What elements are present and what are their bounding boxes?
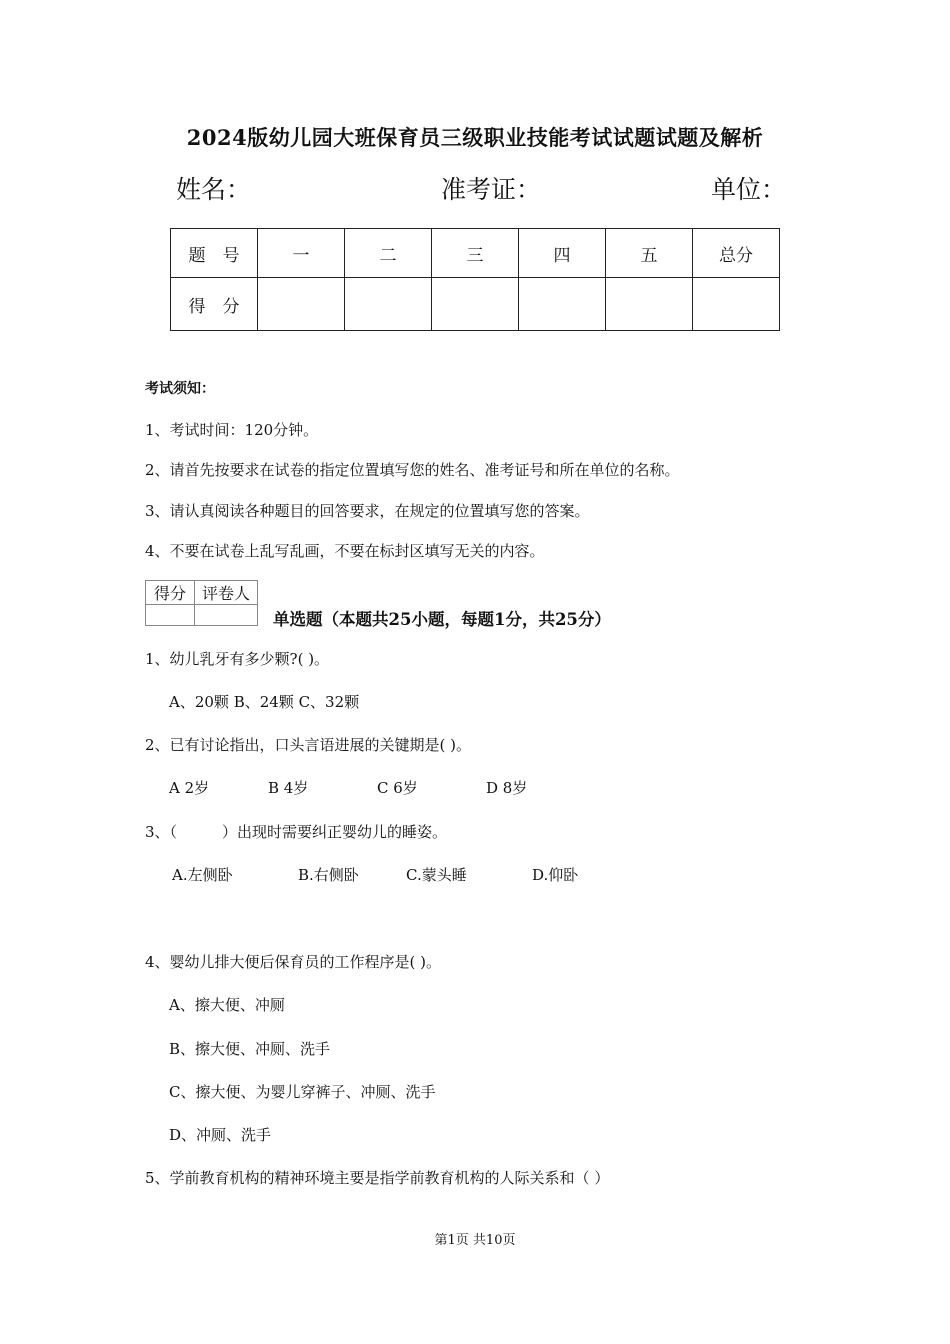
- unit-label: 单位：: [711, 175, 787, 204]
- grader-box-score-label: 得分: [146, 581, 195, 605]
- note-item: 4、不要在试卷上乱写乱画，不要在标封区填写无关的内容。: [145, 542, 545, 560]
- score-table-score-row: [171, 278, 780, 331]
- score-header-cell: 总分: [693, 229, 780, 278]
- name-label: 姓名：: [176, 175, 252, 204]
- question-2-option-c: C 6岁: [377, 779, 418, 797]
- score-table-header-row: [171, 229, 780, 278]
- note-item: 2、请首先按要求在试卷的指定位置填写您的姓名、准考证号和所在单位的名称。: [145, 461, 680, 479]
- question-2-option-d: D 8岁: [486, 779, 528, 797]
- notes-heading: 考试须知：: [145, 381, 215, 397]
- question-1-options: A、20颗 B、24颗 C、32颗: [169, 693, 360, 711]
- score-row-label: 得 分: [171, 278, 258, 331]
- question-3-option-a: A.左侧卧: [172, 866, 233, 884]
- question-4-option-a: A、擦大便、冲厕: [169, 996, 285, 1014]
- score-cell[interactable]: [345, 278, 432, 331]
- score-header-cell: 四: [519, 229, 606, 278]
- score-header-cell: 题 号: [171, 229, 258, 278]
- score-cell[interactable]: [258, 278, 345, 331]
- score-header-cell: 一: [258, 229, 345, 278]
- question-4-option-b: B、擦大便、冲厕、洗手: [169, 1040, 331, 1058]
- score-table: [170, 228, 780, 331]
- question-3-option-b: B.右侧卧: [298, 866, 359, 884]
- question-5: 5、学前教育机构的精神环境主要是指学前教育机构的人际关系和（ ）: [145, 1169, 610, 1187]
- question-2: 2、已有讨论指出，口头言语进展的关键期是( )。: [145, 736, 472, 754]
- score-header-cell: 二: [345, 229, 432, 278]
- question-4: 4、婴幼儿排大便后保育员的工作程序是( )。: [145, 953, 442, 971]
- question-2-option-b: B 4岁: [268, 779, 309, 797]
- note-item: 3、请认真阅读各种题目的回答要求，在规定的位置填写您的答案。: [145, 502, 590, 520]
- question-4-option-d: D、冲厕、洗手: [169, 1126, 272, 1144]
- score-cell[interactable]: [693, 278, 780, 331]
- exam-id-label: 准考证：: [441, 175, 542, 204]
- grader-box: [145, 580, 258, 626]
- page-footer: 第1页 共10页: [434, 1233, 516, 1248]
- question-3-option-c: C.蒙头睡: [406, 866, 467, 884]
- question-4-option-c: C、擦大便、为婴儿穿裤子、冲厕、洗手: [169, 1083, 436, 1101]
- question-1: 1、幼儿乳牙有多少颗?( )。: [145, 650, 330, 668]
- question-3-option-d: D.仰卧: [532, 866, 579, 884]
- page-title: 2024版幼儿园大班保育员三级职业技能考试试题试题及解析: [186, 125, 764, 150]
- section-title: 单选题（本题共25小题，每题1分，共25分）: [273, 610, 611, 629]
- score-header-cell: 五: [606, 229, 693, 278]
- question-3: 3、（ ）出现时需要纠正婴幼儿的睡姿。: [145, 823, 448, 841]
- question-2-option-a: A 2岁: [169, 779, 210, 797]
- grader-box-grader-cell[interactable]: [195, 605, 258, 626]
- grader-box-grader-label: 评卷人: [195, 581, 258, 605]
- score-cell[interactable]: [606, 278, 693, 331]
- score-cell[interactable]: [519, 278, 606, 331]
- score-cell[interactable]: [432, 278, 519, 331]
- note-item: 1、考试时间：120分钟。: [145, 421, 319, 439]
- grader-box-score-cell[interactable]: [146, 605, 195, 626]
- score-header-cell: 三: [432, 229, 519, 278]
